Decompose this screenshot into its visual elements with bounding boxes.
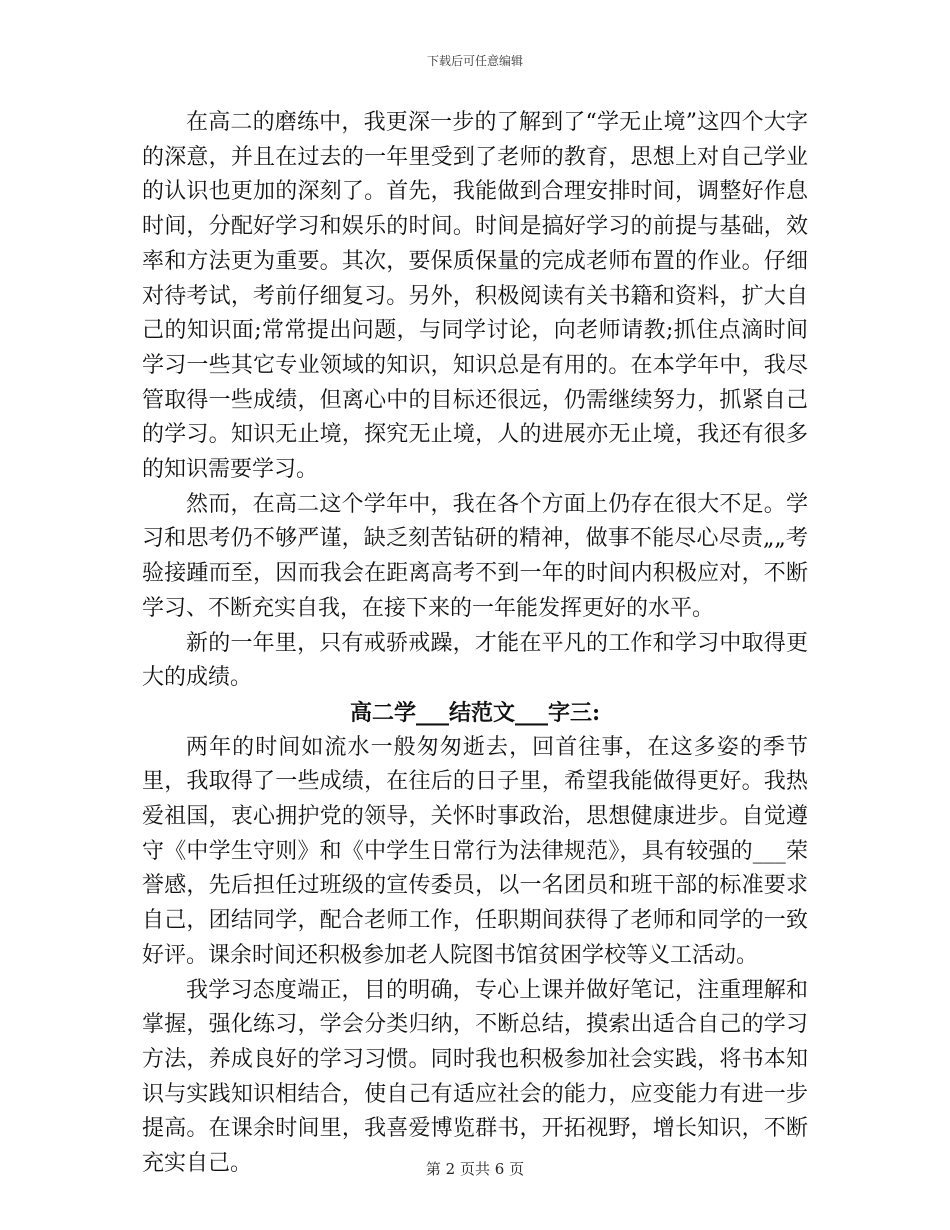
page-footer: 第 2 页共 6 页 [425, 1160, 525, 1178]
body-paragraph: 然而，在高二这个学年中，我在各个方面上仍存在很大不足。学习和思考仍不够严谨，缺乏刻苦钻研的精神，做事不能尽心尽责„„考验接踵而至，因而我会在距离高考不到一年的时间内积极应对，不断学习、不断充实自我，在接下来的一年能发挥更好的水平。 [142, 491, 808, 621]
body-paragraph: 新的一年里，只有戒骄戒躁，才能在平凡的工作和学习中取得更大的成绩。 [142, 630, 808, 691]
document-body [142, 106, 808, 1182]
body-paragraph: 两年的时间如流水一般匆匆逝去，回首往事，在这多姿的季节里，我取得了一些成绩，在往后的日子里，希望我能做得更好。我热爱祖国，衷心拥护党的领导，关怀时事政治，思想健康进步。自觉遵守《中学生守则》和《中学生日常行为法律规范》，具有较强的___荣誉感，先后担任过班级的宣传委员，以一名团员和班干部的标准要求自己，团结同学，配合老师工作，任职期间获得了老师和同学的一致好评。课余时间还积极参加老人院图书馆贫困学校等义工活动。 [142, 734, 808, 968]
body-paragraph: 在高二的磨练中，我更深一步的了解到了“学无止境”这四个大字的深意，并且在过去的一年里受到了老师的教育，思想上对自己学业的认识也更加的深刻了。首先，我能做到合理安排时间，调整好作息时间，分配好学习和娱乐的时间。时间是搞好学习的前提与基础，效率和方法更为重要。其次，要保质保量的完成老师布置的作业。仔细对待考试，考前仔细复习。另外，积极阅读有关书籍和资料，扩大自己的知识面;常常提出问题，与同学讨论，向老师请教;抓住点滴时间学习一些其它专业领域的知识，知识总是有用的。在本学年中，我尽管取得一些成绩，但离心中的目标还很远，仍需继续努力，抓紧自己的学习。知识无止境，探究无止境，人的进展亦无止境，我还有很多的知识需要学习。 [142, 110, 808, 483]
page-header: 下载后可任意编辑 [426, 54, 523, 68]
section-heading: 高二学___结范文___字三: [349, 699, 601, 726]
body-paragraph: 我学习态度端正，目的明确，专心上课并做好笔记，注重理解和掌握，强化练习，学会分类归纳，不断总结，摸索出适合自己的学习方法，养成良好的学习习惯。同时我也积极参加社会实践，将书本知识与实践知识相结合，使自己有适应社会的能力，应变能力有进一步提高。在课余时间里，我喜爱博览群书，开拓视野，增长知识，不断充实自己。 [142, 977, 808, 1177]
